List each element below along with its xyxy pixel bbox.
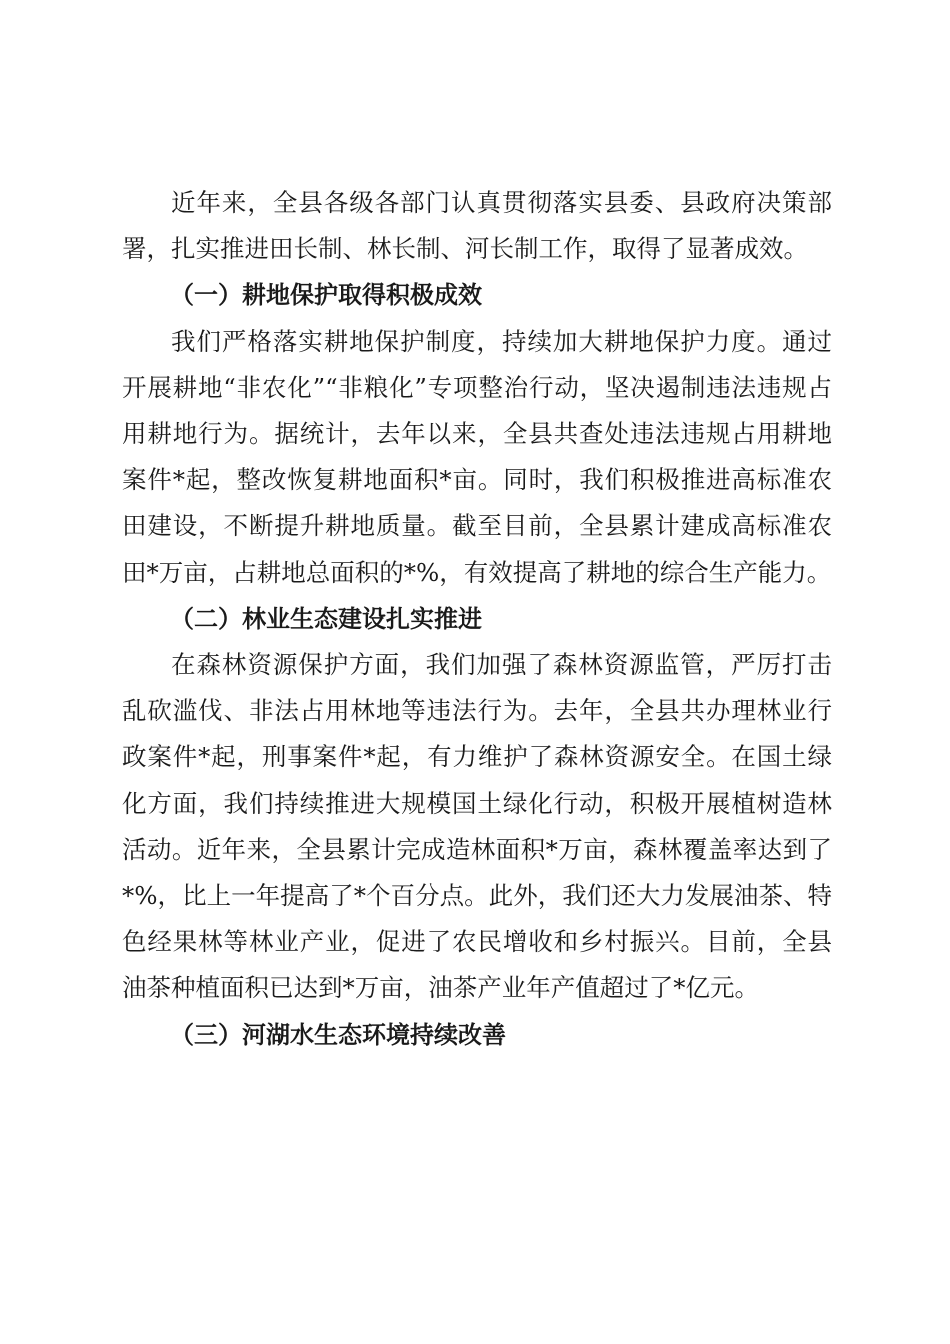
- section-body-forestry: 在森林资源保护方面，我们加强了森林资源监管，严厉打击乱砍滥伐、非法占用林地等违法行为。去年，全县共办理林业行政案件*起，刑事案件*起，有力维护了森林资源安全。在国土绿化方面，我们持续推进大规模国土绿化行动，积极开展植树造林活动。近年来，全县累计完成造林面积*万亩，森林覆盖率达到了*%，比上一年提高了*个百分点。此外，我们还大力发展油茶、特色经果林等林业产业，促进了农民增收和乡村振兴。目前，全县油茶种植面积已达到*万亩，油茶产业年产值超过了*亿元。: [122, 650, 832, 1003]
- section-heading-forestry: （二）林业生态建设扎实推进: [170, 604, 482, 633]
- document-body: [122, 180, 832, 1058]
- section-heading-rivers: （三）河湖水生态环境持续改善: [170, 1020, 506, 1049]
- section-body-farmland: 我们严格落实耕地保护制度，持续加大耕地保护力度。通过开展耕地“非农化”“非粮化”专项整治行动，坚决遏制违法违规占用耕地行为。据统计，去年以来，全县共查处违法违规占用耕地案件*起，整改恢复耕地面积*亩。同时，我们积极推进高标准农田建设，不断提升耕地质量。截至目前，全县累计建成高标准农田*万亩，占耕地总面积的*%，有效提高了耕地的综合生产能力。: [122, 326, 832, 587]
- section-heading-farmland: （一）耕地保护取得积极成效: [170, 281, 482, 310]
- intro-paragraph: 近年来，全县各级各部门认真贯彻落实县委、县政府决策部署，扎实推进田长制、林长制、河长制工作，取得了显著成效。: [122, 188, 832, 264]
